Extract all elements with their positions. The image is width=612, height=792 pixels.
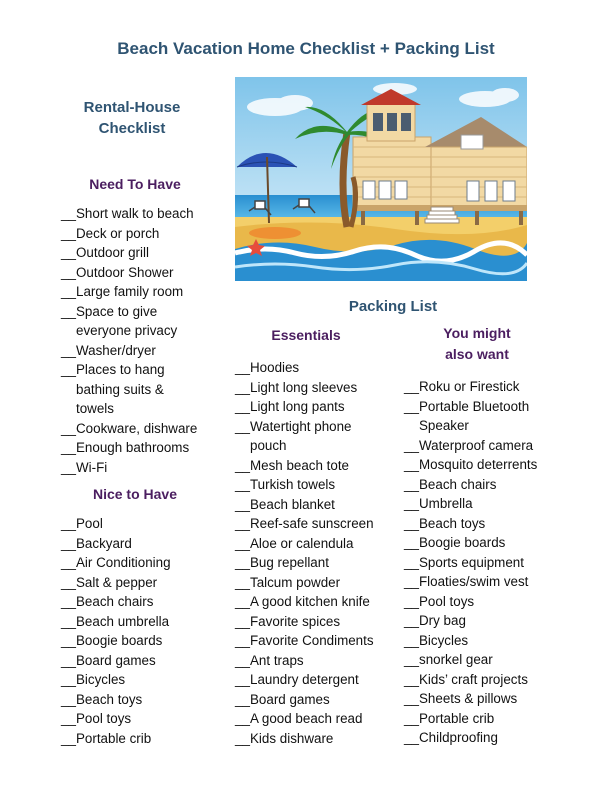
checklist-item	[404, 397, 537, 436]
checklist-item	[235, 514, 374, 534]
checklist-item	[404, 611, 537, 631]
checklist-item	[61, 204, 197, 224]
checklist-item	[235, 417, 374, 456]
checklist-item	[235, 495, 374, 515]
checklist-item	[404, 553, 537, 573]
checklist-item	[404, 728, 537, 748]
checklist-item-text: __ Beach toys	[76, 691, 143, 707]
checklist-item-text: __ Places to hang	[76, 362, 165, 377]
might-heading-line1: You might	[443, 325, 511, 341]
beach-house-illustration	[235, 77, 527, 281]
checklist-item	[235, 631, 374, 651]
checklist-item-text: towels	[76, 401, 114, 416]
checklist-item	[404, 436, 537, 456]
checklist-item	[235, 397, 374, 417]
checklist-item-text: __ Beach chairs	[419, 476, 497, 492]
checklist-item	[61, 263, 197, 283]
checklist-item-text: __ A good beach read	[250, 711, 363, 726]
checklist-item	[235, 709, 374, 729]
checklist-item-text: __ Pool	[76, 516, 103, 531]
checklist-item	[235, 651, 374, 671]
checklist-item-text: __ Board games	[250, 691, 330, 707]
rental-heading-line1: Rental-House	[83, 99, 181, 116]
might-also-want-heading	[418, 323, 536, 365]
checklist-item-text: __ Mosquito deterrents	[419, 457, 538, 472]
checklist-item-text: __ Kids’ craft projects	[419, 671, 528, 687]
checklist-item-text: __ Mesh beach tote	[250, 457, 350, 473]
checklist-item-text: __ Large family room	[76, 284, 184, 299]
checklist-item	[61, 553, 171, 573]
checklist-item-text: __ Enough bathrooms	[76, 440, 190, 455]
checklist-item	[61, 573, 171, 593]
checklist-item	[61, 224, 197, 244]
checklist-item	[61, 534, 171, 554]
checklist-item	[235, 534, 374, 554]
checklist-item	[61, 282, 197, 302]
checklist-item	[61, 592, 171, 612]
checklist-item-text: __ Outdoor grill	[76, 245, 149, 260]
checklist-item	[235, 592, 374, 612]
checklist-item	[404, 709, 537, 729]
checklist-item-text: __ Beach blanket	[250, 496, 335, 512]
checklist-item-text: __ Childproofing	[419, 730, 498, 745]
checklist-item-text: __ Hoodies	[250, 360, 300, 375]
checklist-item-text: __ Salt & pepper	[76, 574, 158, 590]
checklist-item	[235, 456, 374, 476]
checklist-item-text: __ Boogie boards	[76, 633, 163, 648]
checklist-item-text: __ Light long pants	[250, 399, 345, 414]
packing-list-heading: Packing List	[348, 298, 438, 315]
checklist-item-text: __ Board games	[76, 652, 156, 668]
checklist-item	[61, 651, 171, 671]
checklist-item-text: __ Talcum powder	[250, 574, 341, 590]
checklist-item-text: bathing suits &	[76, 381, 164, 397]
checklist-item	[404, 455, 537, 475]
checklist-item-text: __ Deck or porch	[76, 225, 160, 241]
checklist-item	[404, 592, 537, 612]
rental-checklist-heading	[62, 97, 202, 139]
might-also-want-list	[404, 377, 537, 748]
checklist-item-text: __ Laundry detergent	[250, 672, 359, 687]
checklist-item	[235, 378, 374, 398]
checklist-item-text: everyone privacy	[76, 323, 178, 338]
checklist-item-text: __ Beach chairs	[76, 594, 154, 609]
checklist-item-text: __ Bug repellant	[250, 555, 329, 570]
checklist-item	[61, 438, 197, 458]
checklist-item	[61, 690, 171, 710]
checklist-item-text: __ Portable Bluetooth	[419, 398, 530, 414]
checklist-item-text: __ Portable crib	[419, 710, 495, 726]
checklist-item	[404, 631, 537, 651]
checklist-item-text: __ Favorite Condiments	[250, 633, 374, 648]
checklist-item-text: __ Ant traps	[250, 652, 304, 668]
checklist-item	[61, 612, 171, 632]
nice-to-have-heading: Nice to Have	[92, 486, 178, 502]
checklist-item	[404, 494, 537, 514]
checklist-item-text: __ Turkish towels	[250, 477, 336, 492]
checklist-item	[404, 377, 537, 397]
checklist-item	[61, 729, 171, 749]
checklist-item	[61, 514, 171, 534]
checklist-item-text: __ Washer/dryer	[76, 342, 156, 358]
checklist-item	[404, 514, 537, 534]
checklist-item	[235, 690, 374, 710]
checklist-item	[235, 573, 374, 593]
checklist-item-text: __ Pool toys	[76, 711, 132, 726]
checklist-item-text: __ Beach umbrella	[76, 613, 170, 629]
checklist-item	[404, 572, 537, 592]
checklist-item-text: __ Bicycles	[76, 672, 126, 687]
checklist-item-text: __ Space to give	[76, 303, 158, 319]
checklist-item-text: __ Beach toys	[419, 515, 486, 531]
checklist-item	[235, 729, 374, 749]
checklist-item-text: __ A good kitchen knife	[250, 594, 370, 609]
nice-to-have-list	[61, 514, 171, 748]
checklist-item	[404, 689, 537, 709]
checklist-item	[61, 243, 197, 263]
checklist-item-text: __ Air Conditioning	[76, 555, 171, 570]
checklist-item-text: pouch	[250, 438, 287, 453]
checklist-item-text: __ Sheets & pillows	[419, 691, 518, 706]
checklist-item	[404, 533, 537, 553]
checklist-item	[404, 670, 537, 690]
checklist-item	[61, 419, 197, 439]
need-to-have-list	[61, 204, 197, 477]
checklist-item	[61, 360, 197, 419]
checklist-item	[61, 341, 197, 361]
checklist-item	[404, 475, 537, 495]
checklist-item-text: __ Kids dishware	[250, 730, 334, 746]
checklist-item-text: __ snorkel gear	[419, 652, 493, 667]
might-heading-line2: also want	[445, 346, 509, 362]
rental-heading-line2: Checklist	[98, 120, 166, 137]
checklist-item-text: __ Backyard	[76, 535, 132, 551]
checklist-item-text: __ Floaties/swim vest	[419, 574, 529, 589]
need-to-have-heading: Need To Have	[89, 176, 181, 192]
checklist-item-text: __ Roku or Firestick	[419, 379, 520, 394]
checklist-item-text: __ Favorite spices	[250, 613, 341, 629]
checklist-item-text: __ Light long sleeves	[250, 379, 358, 395]
checklist-item-text: __ Aloe or calendula	[250, 535, 354, 551]
checklist-item-text: __ Bicycles	[419, 632, 469, 648]
page-title: Beach Vacation Home Checklist + Packing List	[117, 39, 495, 58]
checklist-item-text: __ Dry bag	[419, 613, 466, 628]
essentials-heading: Essentials	[271, 327, 341, 343]
checklist-item	[61, 302, 197, 341]
checklist-item	[235, 670, 374, 690]
checklist-item	[404, 650, 537, 670]
checklist-item	[61, 670, 171, 690]
checklist-item	[235, 612, 374, 632]
checklist-item-text: __ Portable crib	[76, 730, 152, 746]
checklist-item-text: __ Cookware, dishware	[76, 420, 198, 436]
checklist-item-text: __ Pool toys	[419, 593, 475, 609]
checklist-item-text: __ Wi-Fi	[76, 459, 108, 475]
checklist-item-text: __ Reef-safe sunscreen	[250, 516, 374, 531]
checklist-item	[61, 631, 171, 651]
checklist-item	[61, 458, 197, 478]
checklist-item-text: Speaker	[419, 418, 469, 433]
essentials-list	[235, 358, 374, 748]
checklist-item	[235, 358, 374, 378]
checklist-item-text: __ Short walk to beach	[76, 206, 194, 221]
checklist-item-text: __ Sports equipment	[419, 554, 524, 570]
checklist-item-text: __ Outdoor Shower	[76, 264, 174, 280]
checklist-item	[61, 709, 171, 729]
checklist-item-text: __ Watertight phone	[250, 418, 352, 434]
checklist-item-text: __ Umbrella	[419, 496, 473, 511]
checklist-item-text: __ Boogie boards	[419, 535, 506, 550]
checklist-item	[235, 475, 374, 495]
checklist-item-text: __ Waterproof camera	[419, 437, 534, 453]
checklist-item	[235, 553, 374, 573]
